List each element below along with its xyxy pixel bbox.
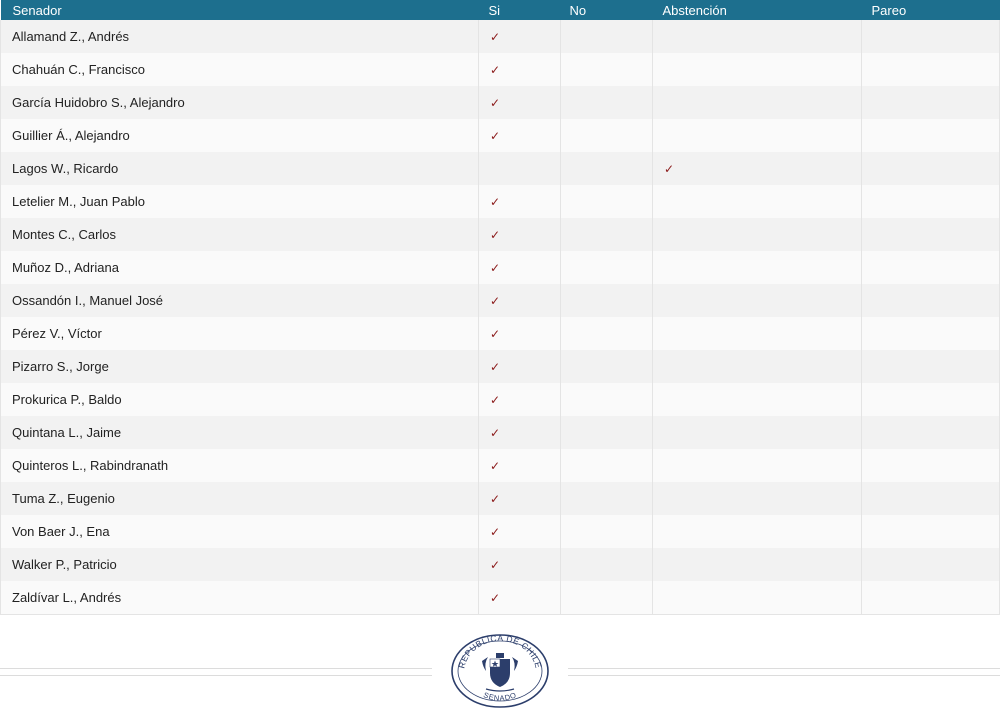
vote-cell-pareo	[862, 383, 1000, 416]
table-row	[1, 53, 1000, 86]
checkmark-icon: ✓	[490, 360, 501, 374]
senator-name: Lagos W., Ricardo	[1, 152, 479, 185]
vote-cell-si	[479, 383, 561, 416]
senator-name: Prokurica P., Baldo	[1, 383, 479, 416]
vote-cell-pareo	[862, 581, 1000, 615]
table-row	[1, 185, 1000, 218]
vote-cell-abstencion	[653, 86, 862, 119]
checkmark-icon: ✓	[490, 393, 501, 407]
table-row	[1, 449, 1000, 482]
column-header-si: Si	[479, 0, 561, 20]
seal-text-top: REPUBLICA DE CHILE	[456, 633, 544, 670]
vote-cell-abstencion	[653, 383, 862, 416]
vote-cell-abstencion	[653, 548, 862, 581]
vote-cell-pareo	[862, 350, 1000, 383]
table-row	[1, 284, 1000, 317]
senator-name: Allamand Z., Andrés	[1, 20, 479, 53]
vote-cell-pareo	[862, 152, 1000, 185]
vote-cell-si	[479, 515, 561, 548]
vote-cell-no	[561, 53, 653, 86]
vote-cell-no	[561, 218, 653, 251]
vote-cell-no	[561, 251, 653, 284]
senator-name: Muñoz D., Adriana	[1, 251, 479, 284]
column-header-senador: Senador	[1, 0, 479, 20]
vote-cell-si	[479, 152, 561, 185]
vote-cell-si	[479, 218, 561, 251]
vote-cell-abstencion	[653, 152, 862, 185]
table-row	[1, 383, 1000, 416]
footer	[0, 628, 1000, 710]
vote-cell-si	[479, 119, 561, 152]
vote-cell-si	[479, 185, 561, 218]
checkmark-icon: ✓	[490, 525, 501, 539]
checkmark-icon: ✓	[490, 426, 501, 440]
vote-cell-no	[561, 350, 653, 383]
table-row	[1, 251, 1000, 284]
checkmark-icon: ✓	[490, 327, 501, 341]
vote-cell-no	[561, 317, 653, 350]
vote-cell-abstencion	[653, 185, 862, 218]
table-row	[1, 482, 1000, 515]
vote-cell-pareo	[862, 482, 1000, 515]
table-row	[1, 119, 1000, 152]
checkmark-icon: ✓	[490, 261, 501, 275]
vote-cell-abstencion	[653, 416, 862, 449]
seal-text-bottom: SENADO	[482, 690, 518, 703]
senator-name: Chahuán C., Francisco	[1, 53, 479, 86]
senator-name: Pizarro S., Jorge	[1, 350, 479, 383]
table-row	[1, 86, 1000, 119]
checkmark-icon: ✓	[490, 195, 501, 209]
senator-name: Pérez V., Víctor	[1, 317, 479, 350]
column-header-pareo: Pareo	[862, 0, 1000, 20]
checkmark-icon: ✓	[490, 459, 501, 473]
checkmark-icon: ✓	[490, 96, 501, 110]
checkmark-icon: ✓	[490, 30, 501, 44]
vote-cell-abstencion	[653, 581, 862, 615]
table-row	[1, 20, 1000, 53]
vote-cell-abstencion	[653, 350, 862, 383]
column-header-no: No	[561, 0, 653, 20]
vote-cell-no	[561, 185, 653, 218]
senator-name: Quinteros L., Rabindranath	[1, 449, 479, 482]
vote-cell-si	[479, 251, 561, 284]
vote-cell-no	[561, 515, 653, 548]
vote-cell-si	[479, 482, 561, 515]
vote-cell-abstencion	[653, 482, 862, 515]
vote-cell-si	[479, 350, 561, 383]
vote-cell-si	[479, 449, 561, 482]
vote-cell-si	[479, 284, 561, 317]
vote-cell-pareo	[862, 119, 1000, 152]
vote-cell-pareo	[862, 53, 1000, 86]
checkmark-icon: ✓	[664, 162, 675, 176]
checkmark-icon: ✓	[490, 591, 501, 605]
vote-cell-no	[561, 548, 653, 581]
vote-cell-abstencion	[653, 317, 862, 350]
table-row	[1, 350, 1000, 383]
column-header-abstencion: Abstención	[653, 0, 862, 20]
checkmark-icon: ✓	[490, 63, 501, 77]
vote-cell-pareo	[862, 548, 1000, 581]
vote-cell-pareo	[862, 185, 1000, 218]
vote-cell-pareo	[862, 515, 1000, 548]
table-row	[1, 152, 1000, 185]
table-row	[1, 218, 1000, 251]
checkmark-icon: ✓	[490, 294, 501, 308]
vote-cell-no	[561, 86, 653, 119]
footer-divider-right	[568, 668, 1000, 676]
vote-cell-abstencion	[653, 449, 862, 482]
checkmark-icon: ✓	[490, 129, 501, 143]
table-row	[1, 416, 1000, 449]
vote-cell-si	[479, 53, 561, 86]
senator-name: García Huidobro S., Alejandro	[1, 86, 479, 119]
table-row	[1, 515, 1000, 548]
vote-cell-no	[561, 119, 653, 152]
vote-cell-no	[561, 581, 653, 615]
vote-cell-no	[561, 152, 653, 185]
vote-cell-si	[479, 86, 561, 119]
vote-cell-abstencion	[653, 20, 862, 53]
senator-name: Von Baer J., Ena	[1, 515, 479, 548]
vote-cell-abstencion	[653, 53, 862, 86]
vote-cell-pareo	[862, 317, 1000, 350]
vote-cell-pareo	[862, 284, 1000, 317]
vote-cell-no	[561, 449, 653, 482]
vote-cell-si	[479, 548, 561, 581]
senator-name: Tuma Z., Eugenio	[1, 482, 479, 515]
senator-name: Montes C., Carlos	[1, 218, 479, 251]
vote-cell-pareo	[862, 20, 1000, 53]
table-row	[1, 548, 1000, 581]
vote-cell-pareo	[862, 416, 1000, 449]
vote-cell-si	[479, 317, 561, 350]
senator-name: Walker P., Patricio	[1, 548, 479, 581]
vote-cell-pareo	[862, 251, 1000, 284]
table-row	[1, 317, 1000, 350]
vote-cell-pareo	[862, 218, 1000, 251]
vote-cell-abstencion	[653, 284, 862, 317]
vote-cell-abstencion	[653, 251, 862, 284]
vote-cell-si	[479, 416, 561, 449]
vote-cell-abstencion	[653, 218, 862, 251]
vote-cell-abstencion	[653, 119, 862, 152]
senator-name: Guillier Á., Alejandro	[1, 119, 479, 152]
senator-name: Zaldívar L., Andrés	[1, 581, 479, 615]
table-body	[1, 20, 1000, 615]
vote-cell-si	[479, 581, 561, 615]
vote-cell-pareo	[862, 449, 1000, 482]
table-row	[1, 581, 1000, 615]
checkmark-icon: ✓	[490, 492, 501, 506]
vote-cell-no	[561, 284, 653, 317]
vote-cell-si	[479, 20, 561, 53]
vote-cell-no	[561, 383, 653, 416]
checkmark-icon: ✓	[490, 228, 501, 242]
footer-divider-left	[0, 668, 432, 676]
senator-name: Letelier M., Juan Pablo	[1, 185, 479, 218]
table-header-row	[1, 0, 1000, 20]
senator-name: Quintana L., Jaime	[1, 416, 479, 449]
vote-cell-no	[561, 482, 653, 515]
vote-cell-pareo	[862, 86, 1000, 119]
vote-cell-abstencion	[653, 515, 862, 548]
checkmark-icon: ✓	[490, 558, 501, 572]
vote-cell-no	[561, 20, 653, 53]
vote-cell-no	[561, 416, 653, 449]
senado-seal-logo	[450, 633, 550, 709]
senator-name: Ossandón I., Manuel José	[1, 284, 479, 317]
